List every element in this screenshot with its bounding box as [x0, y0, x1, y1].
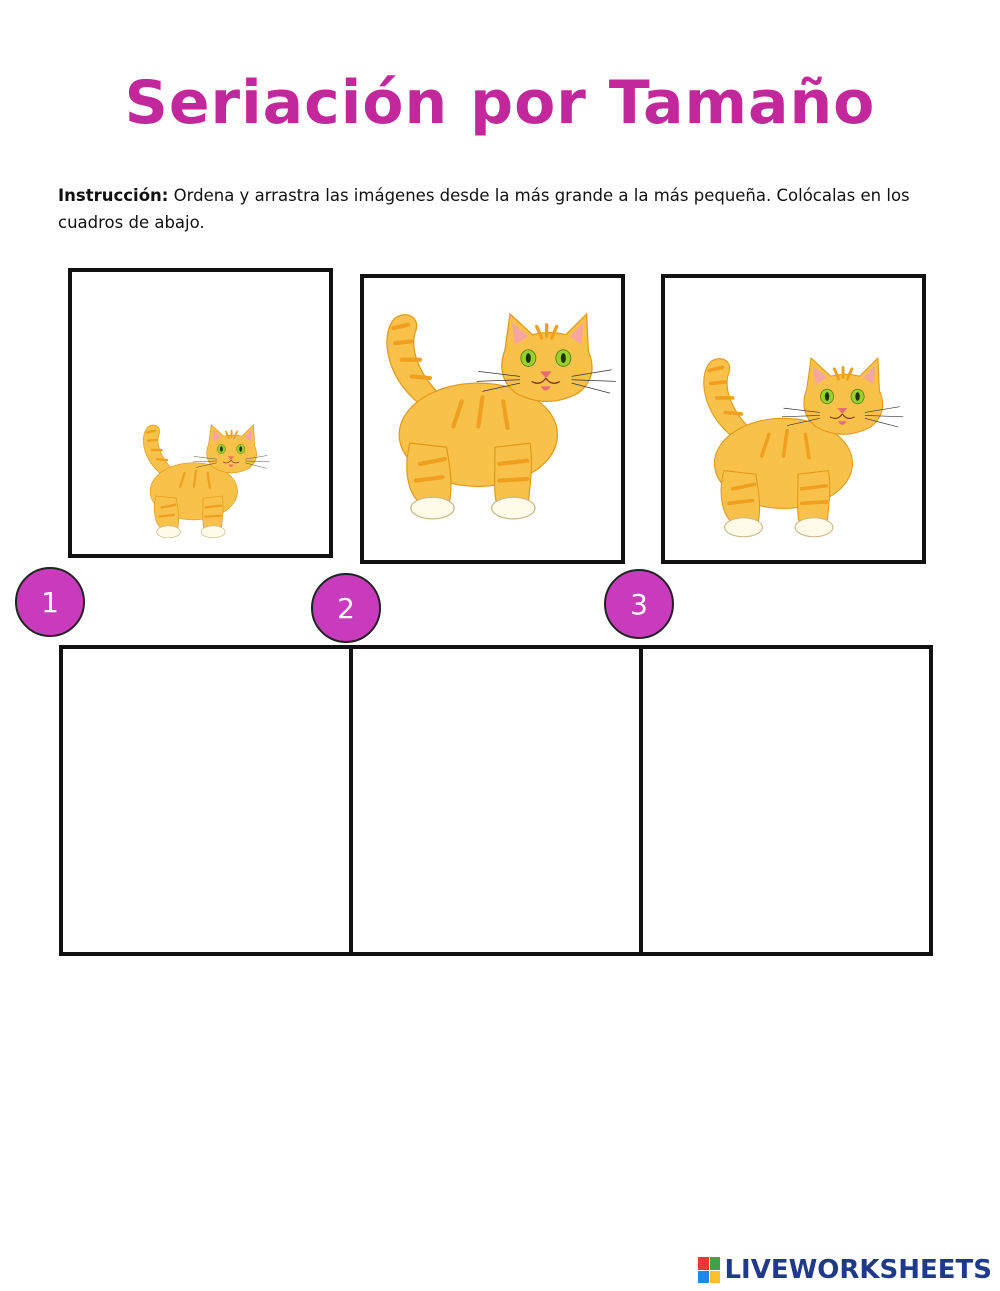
page-title: Seriación por Tamaño: [124, 68, 876, 138]
drag-card-small-cat[interactable]: [68, 268, 333, 558]
brand-mark-icon: [698, 1257, 720, 1283]
drop-slot-1[interactable]: [59, 645, 353, 956]
slot-number-badge-1: 1: [15, 567, 85, 637]
slot-number-badge-3: 3: [604, 569, 674, 639]
instruction-body: Ordena y arrastra las imágenes desde la más grande a la más pequeña. Colócalas en los cuadros de abajo.: [58, 186, 910, 232]
cat-large-icon: [370, 288, 620, 544]
drag-card-medium-cat[interactable]: [661, 274, 926, 564]
instruction-label: Instrucción:: [58, 186, 169, 205]
drop-slot-2[interactable]: [349, 645, 643, 956]
drag-card-large-cat[interactable]: [360, 274, 625, 564]
brand-logo: [698, 1253, 992, 1287]
brand-name: LIVEWORKSHEETS: [724, 1255, 992, 1285]
drop-slot-3[interactable]: [639, 645, 933, 956]
slot-number-badge-2: 2: [311, 573, 381, 643]
cat-small-icon: [134, 422, 272, 540]
instruction-text: [58, 182, 948, 236]
cat-medium-icon: [689, 342, 907, 552]
